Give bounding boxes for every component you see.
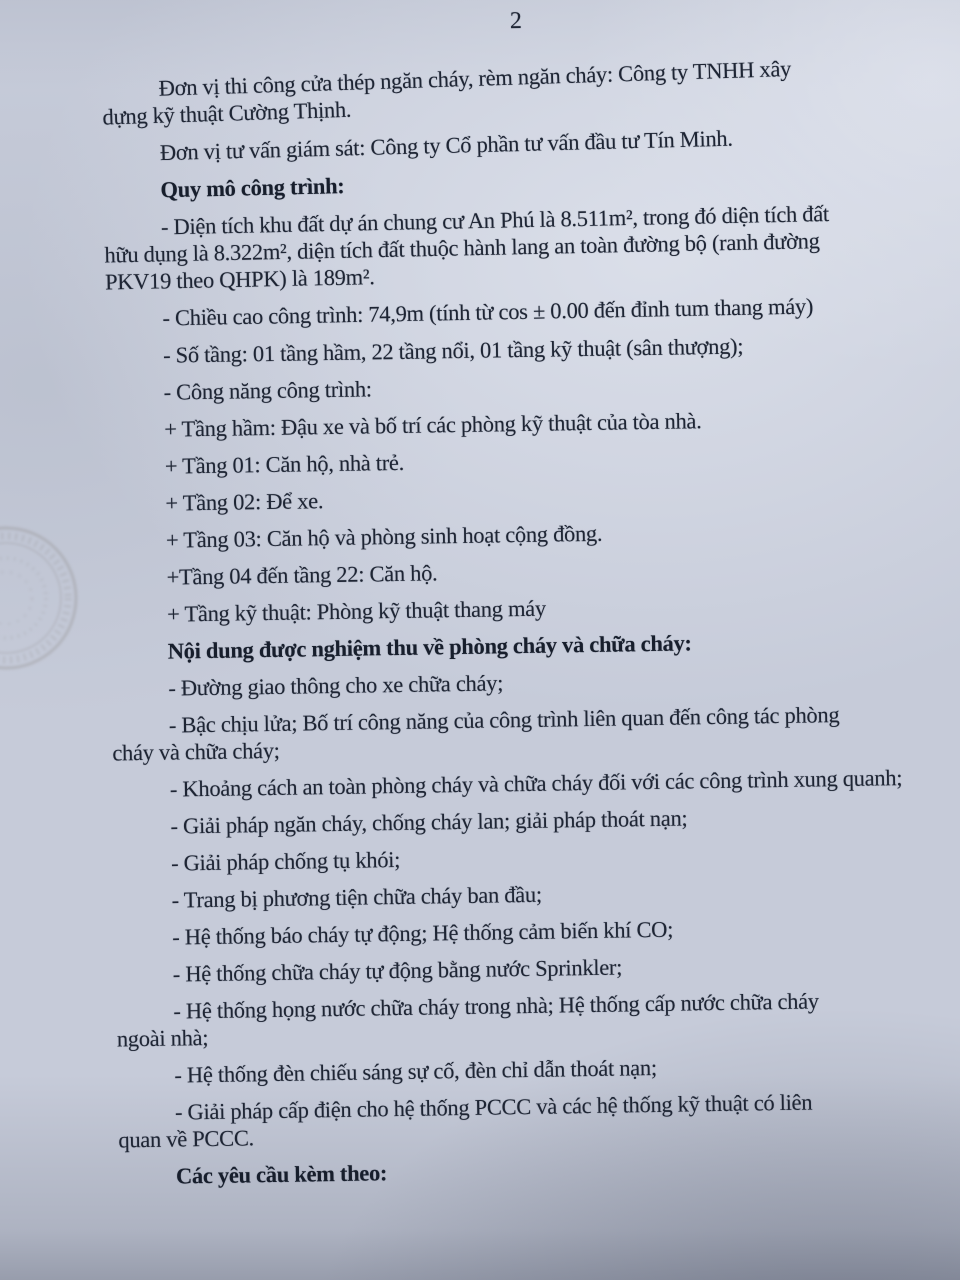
document-content xyxy=(101,2,950,1201)
paragraph: - Công năng công trình: xyxy=(163,376,372,405)
section-heading: Các yêu cầu kèm theo: xyxy=(175,1160,388,1189)
paragraph: - Giải pháp chống tụ khói; xyxy=(170,846,401,876)
paragraph: - Giải pháp cấp điện cho hệ thống PCCC và các hệ thống kỹ thuật có liên quan về PCCC. xyxy=(118,1089,813,1153)
paragraph: - Bậc chịu lửa; Bố trí công năng của công trình liên quan đến công tác phòng cháy và chữa cháy; xyxy=(112,702,840,766)
paragraph: + Tầng 03: Căn hộ và phòng sinh hoạt cộng đồng. xyxy=(165,520,603,553)
paragraph: - Chiều cao công trình: 74,9m (tính từ cos ± 0.00 đến đỉnh tum thang máy) xyxy=(162,293,814,331)
section-heading: Quy mô công trình: xyxy=(160,173,345,203)
paragraph: Đơn vị thi công cửa thép ngăn cháy, rèm ngăn cháy: Công ty TNHH xây dựng kỹ thuật Cường Thịnh. xyxy=(102,55,792,130)
paragraph: + Tầng hầm: Đậu xe và bố trí các phòng kỹ thuật của tòa nhà. xyxy=(164,408,702,442)
paragraph: - Hệ thống họng nước chữa cháy trong nhà; Hệ thống cấp nước chữa cháy ngoài nhà; xyxy=(116,988,819,1052)
stamp-seal-bleedthrough xyxy=(0,510,94,686)
section-heading: Nội dung được nghiệm thu về phòng cháy và chữa cháy: xyxy=(167,630,692,664)
paragraph: - Hệ thống chữa cháy tự động bằng nước Sprinkler; xyxy=(172,954,623,987)
paragraph: - Diện tích khu đất dự án chung cư An Phú là 8.511m², trong đó diện tích đất hữu dụng là 8.322m², diện tích đất thuộc hành lang an toàn đường bộ (ranh đường PKV19 theo QHPK) là 189m². xyxy=(104,201,830,295)
paragraph-list xyxy=(102,55,949,1191)
paragraph: - Hệ thống đèn chiếu sáng sự cố, đèn chỉ dẫn thoát nạn; xyxy=(174,1054,657,1088)
paragraph: +Tầng 04 đến tầng 22: Căn hộ. xyxy=(166,560,438,590)
paragraph: - Đường giao thông cho xe chữa cháy; xyxy=(168,670,504,701)
paragraph: + Tầng 02: Để xe. xyxy=(165,488,324,516)
page-number: 2 xyxy=(509,7,523,35)
paragraph: - Khoảng cách an toàn phòng cháy và chữa cháy đối với các công trình xung quanh; xyxy=(169,765,903,802)
paragraph: - Trang bị phương tiện chữa cháy ban đầu; xyxy=(171,881,542,913)
paragraph: - Hệ thống báo cháy tự động; Hệ thống cảm biến khí CO; xyxy=(172,916,674,950)
paragraph: Đơn vị tư vấn giám sát: Công ty Cổ phần tư vấn đầu tư Tín Minh. xyxy=(159,125,733,166)
paragraph: - Số tầng: 01 tầng hầm, 22 tầng nổi, 01 tầng kỹ thuật (sân thượng); xyxy=(162,333,744,368)
paragraph: + Tầng kỹ thuật: Phòng kỹ thuật thang máy xyxy=(166,595,546,627)
paragraph: + Tầng 01: Căn hộ, nhà trẻ. xyxy=(164,449,405,479)
paragraph: - Giải pháp ngăn cháy, chống cháy lan; giải pháp thoát nạn; xyxy=(170,805,688,839)
